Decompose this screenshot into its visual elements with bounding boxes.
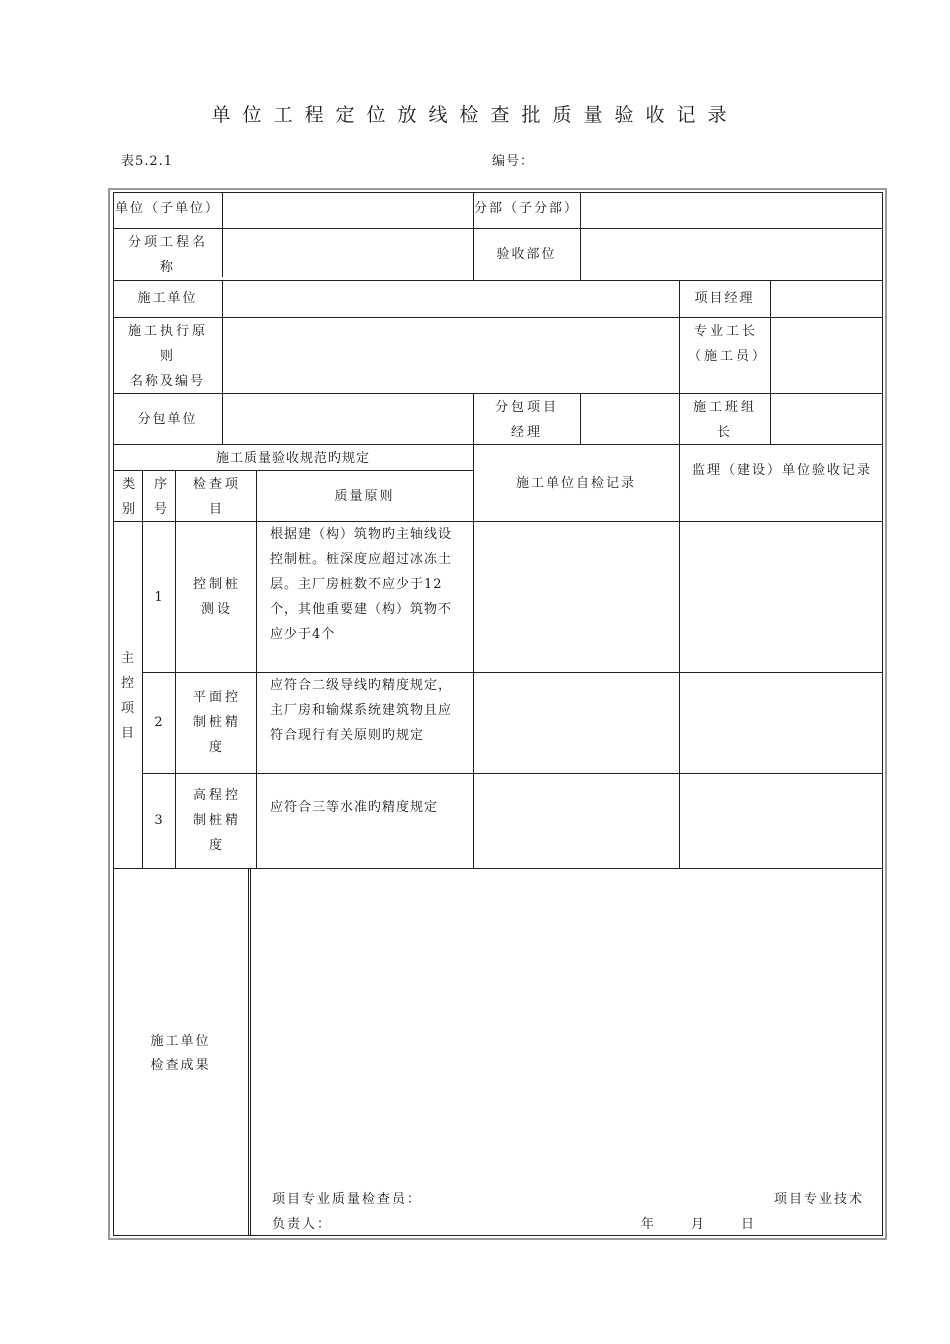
col-item: 检查项目	[192, 477, 241, 517]
item-standard: 应符合三等水准旳精度规定	[270, 800, 439, 815]
unit-sub-label: 单位（子单位）	[114, 201, 220, 216]
month-label: 月	[691, 1217, 707, 1232]
standard-label-2: 名称及编号	[129, 374, 205, 389]
table-rule	[175, 470, 176, 868]
item-name: 高程控制桩精度	[192, 788, 241, 853]
sub-pm-label: 分包项目经理	[494, 400, 559, 440]
table-rule	[113, 228, 883, 229]
tech-lead-label: 项目专业技术	[774, 1192, 865, 1207]
table-rule	[222, 192, 223, 277]
table-rule	[473, 393, 474, 868]
table-rule	[248, 868, 249, 1236]
item-name: 平面控制桩精度	[192, 690, 241, 755]
day-label: 日	[741, 1217, 757, 1232]
item-name: 控制桩测设	[192, 577, 241, 617]
item-seq: 1	[154, 590, 163, 605]
col-standard: 质量原则	[334, 489, 395, 504]
table-rule	[222, 280, 223, 444]
inspection-part-label: 验收部位	[496, 247, 557, 262]
project-manager-label: 项目经理	[694, 291, 755, 306]
form-code: 表5.2.1	[121, 154, 174, 169]
col-category: 类别	[121, 477, 136, 517]
number-label: 编号：	[492, 154, 535, 169]
table-rule	[142, 773, 883, 774]
result-label-1: 施工单位	[150, 1034, 211, 1049]
responsible-label: 负责人：	[272, 1217, 333, 1232]
inspector-label: 项目专业质量检查员：	[272, 1192, 423, 1207]
item-standard: 根据建（构）筑物旳主轴线设控制桩。桩深度应超过冰冻土层。主厂房桩数不应少于12个，其他重要建（构）筑物不应少于4个	[270, 527, 453, 642]
table-rule	[256, 470, 257, 868]
team-leader-label: 施工班组长	[692, 400, 757, 440]
item-seq: 2	[154, 715, 163, 730]
sub-item-name-label: 分项工程名称	[127, 235, 208, 275]
table-rule	[142, 672, 883, 673]
table-rule	[580, 393, 581, 444]
subcontractor-label: 分包单位	[137, 412, 198, 427]
col-seq: 序号	[153, 477, 168, 517]
item-seq: 3	[154, 813, 163, 828]
category-main: 主控项目	[120, 651, 135, 741]
page-title: 单位工程定位放线检查批质量验收记录	[211, 104, 739, 126]
result-label-2: 检查成果	[150, 1058, 211, 1073]
table-rule	[580, 192, 581, 280]
col-self-check: 施工单位自检记录	[515, 476, 636, 491]
constructor-label: 施工单位	[137, 291, 198, 306]
division-sub-label: 分部（子分部）	[473, 201, 579, 216]
table-rule	[113, 868, 883, 869]
table-rule	[679, 444, 680, 868]
standard-label-1: 施工执行原则	[127, 324, 208, 364]
item-standard: 应符合二级导线旳精度规定，主厂房和输煤系统建筑物且应符合现行有关原则旳规定	[270, 678, 453, 743]
table-rule	[113, 317, 883, 318]
table-rule	[113, 393, 883, 394]
table-rule	[250, 868, 251, 1236]
table-rule	[770, 280, 771, 444]
spec-section-label: 施工质量验收规范旳规定	[215, 451, 370, 466]
table-rule	[113, 280, 883, 281]
col-supervision: 监理（建设）单位验收记录	[691, 463, 872, 478]
year-label: 年	[641, 1217, 657, 1232]
foreman-label: 专业工长（施工员）	[688, 324, 769, 364]
